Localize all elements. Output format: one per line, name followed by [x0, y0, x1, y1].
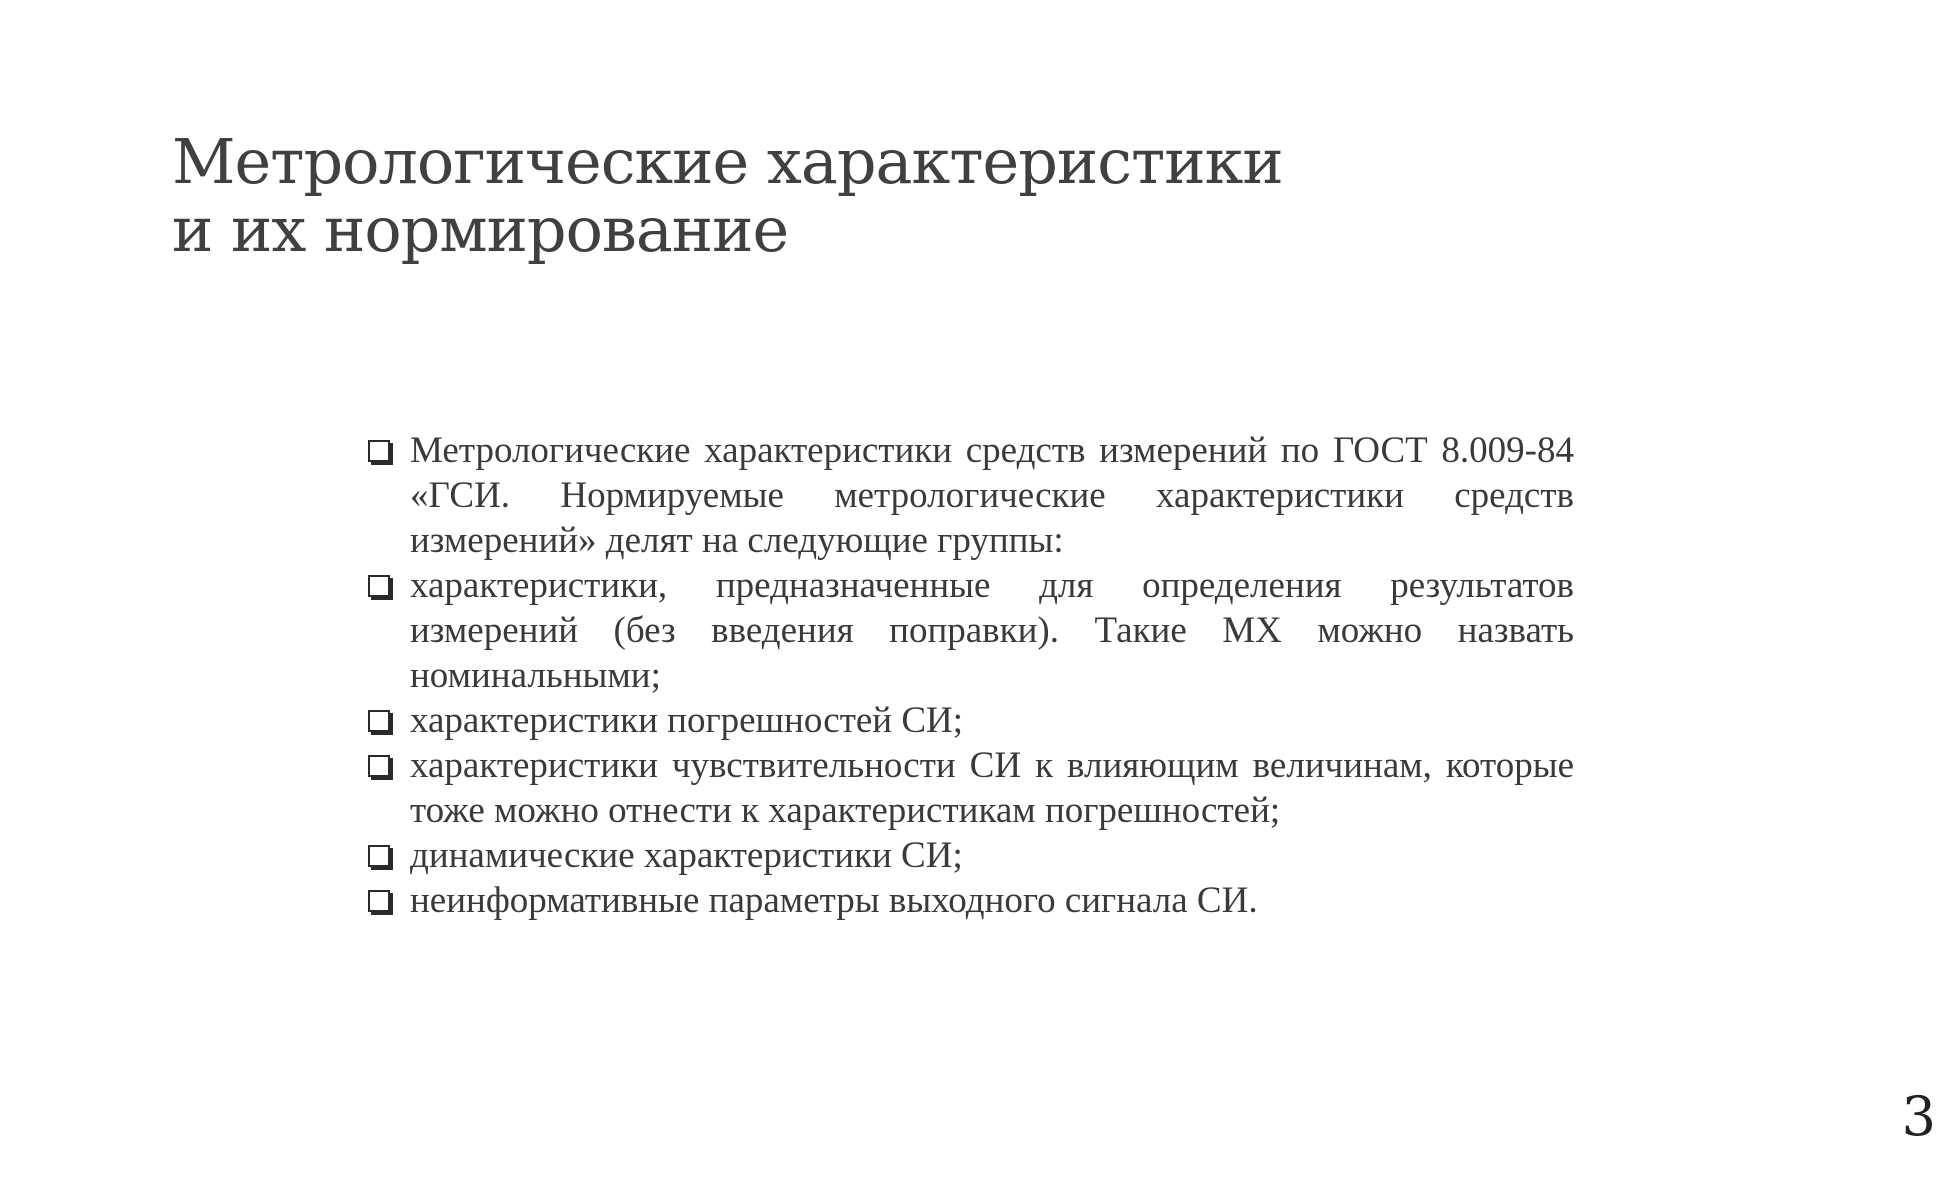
list-item-text: характеристики чувствительности СИ к влияющим величинам, которые тоже можно отнести к характеристикам погрешностей;	[410, 745, 1574, 831]
list-item-text: неинформативные параметры выходного сигнала СИ.	[410, 880, 1258, 921]
slide-title-line-1: Метрологические характеристики	[172, 125, 1283, 198]
slide-title-line-2: и их нормирование	[172, 193, 789, 266]
list-item	[364, 563, 1574, 698]
list-item-text: характеристики, предназначенные для определения результатов измерений (без введения поправки). Такие МХ можно назвать номинальными;	[410, 565, 1574, 696]
list-item	[364, 428, 1574, 563]
list-item	[364, 878, 1574, 923]
list-item-text: Метрологические характеристики средств измерений по ГОСТ 8.009-84 «ГСИ. Нормируемые метрологические характеристики средств измерений» делят на следующие группы:	[410, 430, 1574, 561]
bullet-list	[364, 428, 1574, 923]
list-item	[364, 698, 1574, 743]
square-checkbox-bullet-icon	[368, 845, 390, 867]
list-item	[364, 833, 1574, 878]
square-checkbox-bullet-icon	[368, 890, 390, 912]
square-checkbox-bullet-icon	[368, 440, 390, 462]
page-number: 3	[1901, 1085, 1936, 1148]
list-item	[364, 743, 1574, 833]
list-item-text: характеристики погрешностей СИ;	[410, 700, 964, 741]
slide-title	[172, 125, 1283, 266]
list-item-text: динамические характеристики СИ;	[410, 835, 963, 876]
square-checkbox-bullet-icon	[368, 755, 390, 777]
square-checkbox-bullet-icon	[368, 710, 390, 732]
square-checkbox-bullet-icon	[368, 575, 390, 597]
